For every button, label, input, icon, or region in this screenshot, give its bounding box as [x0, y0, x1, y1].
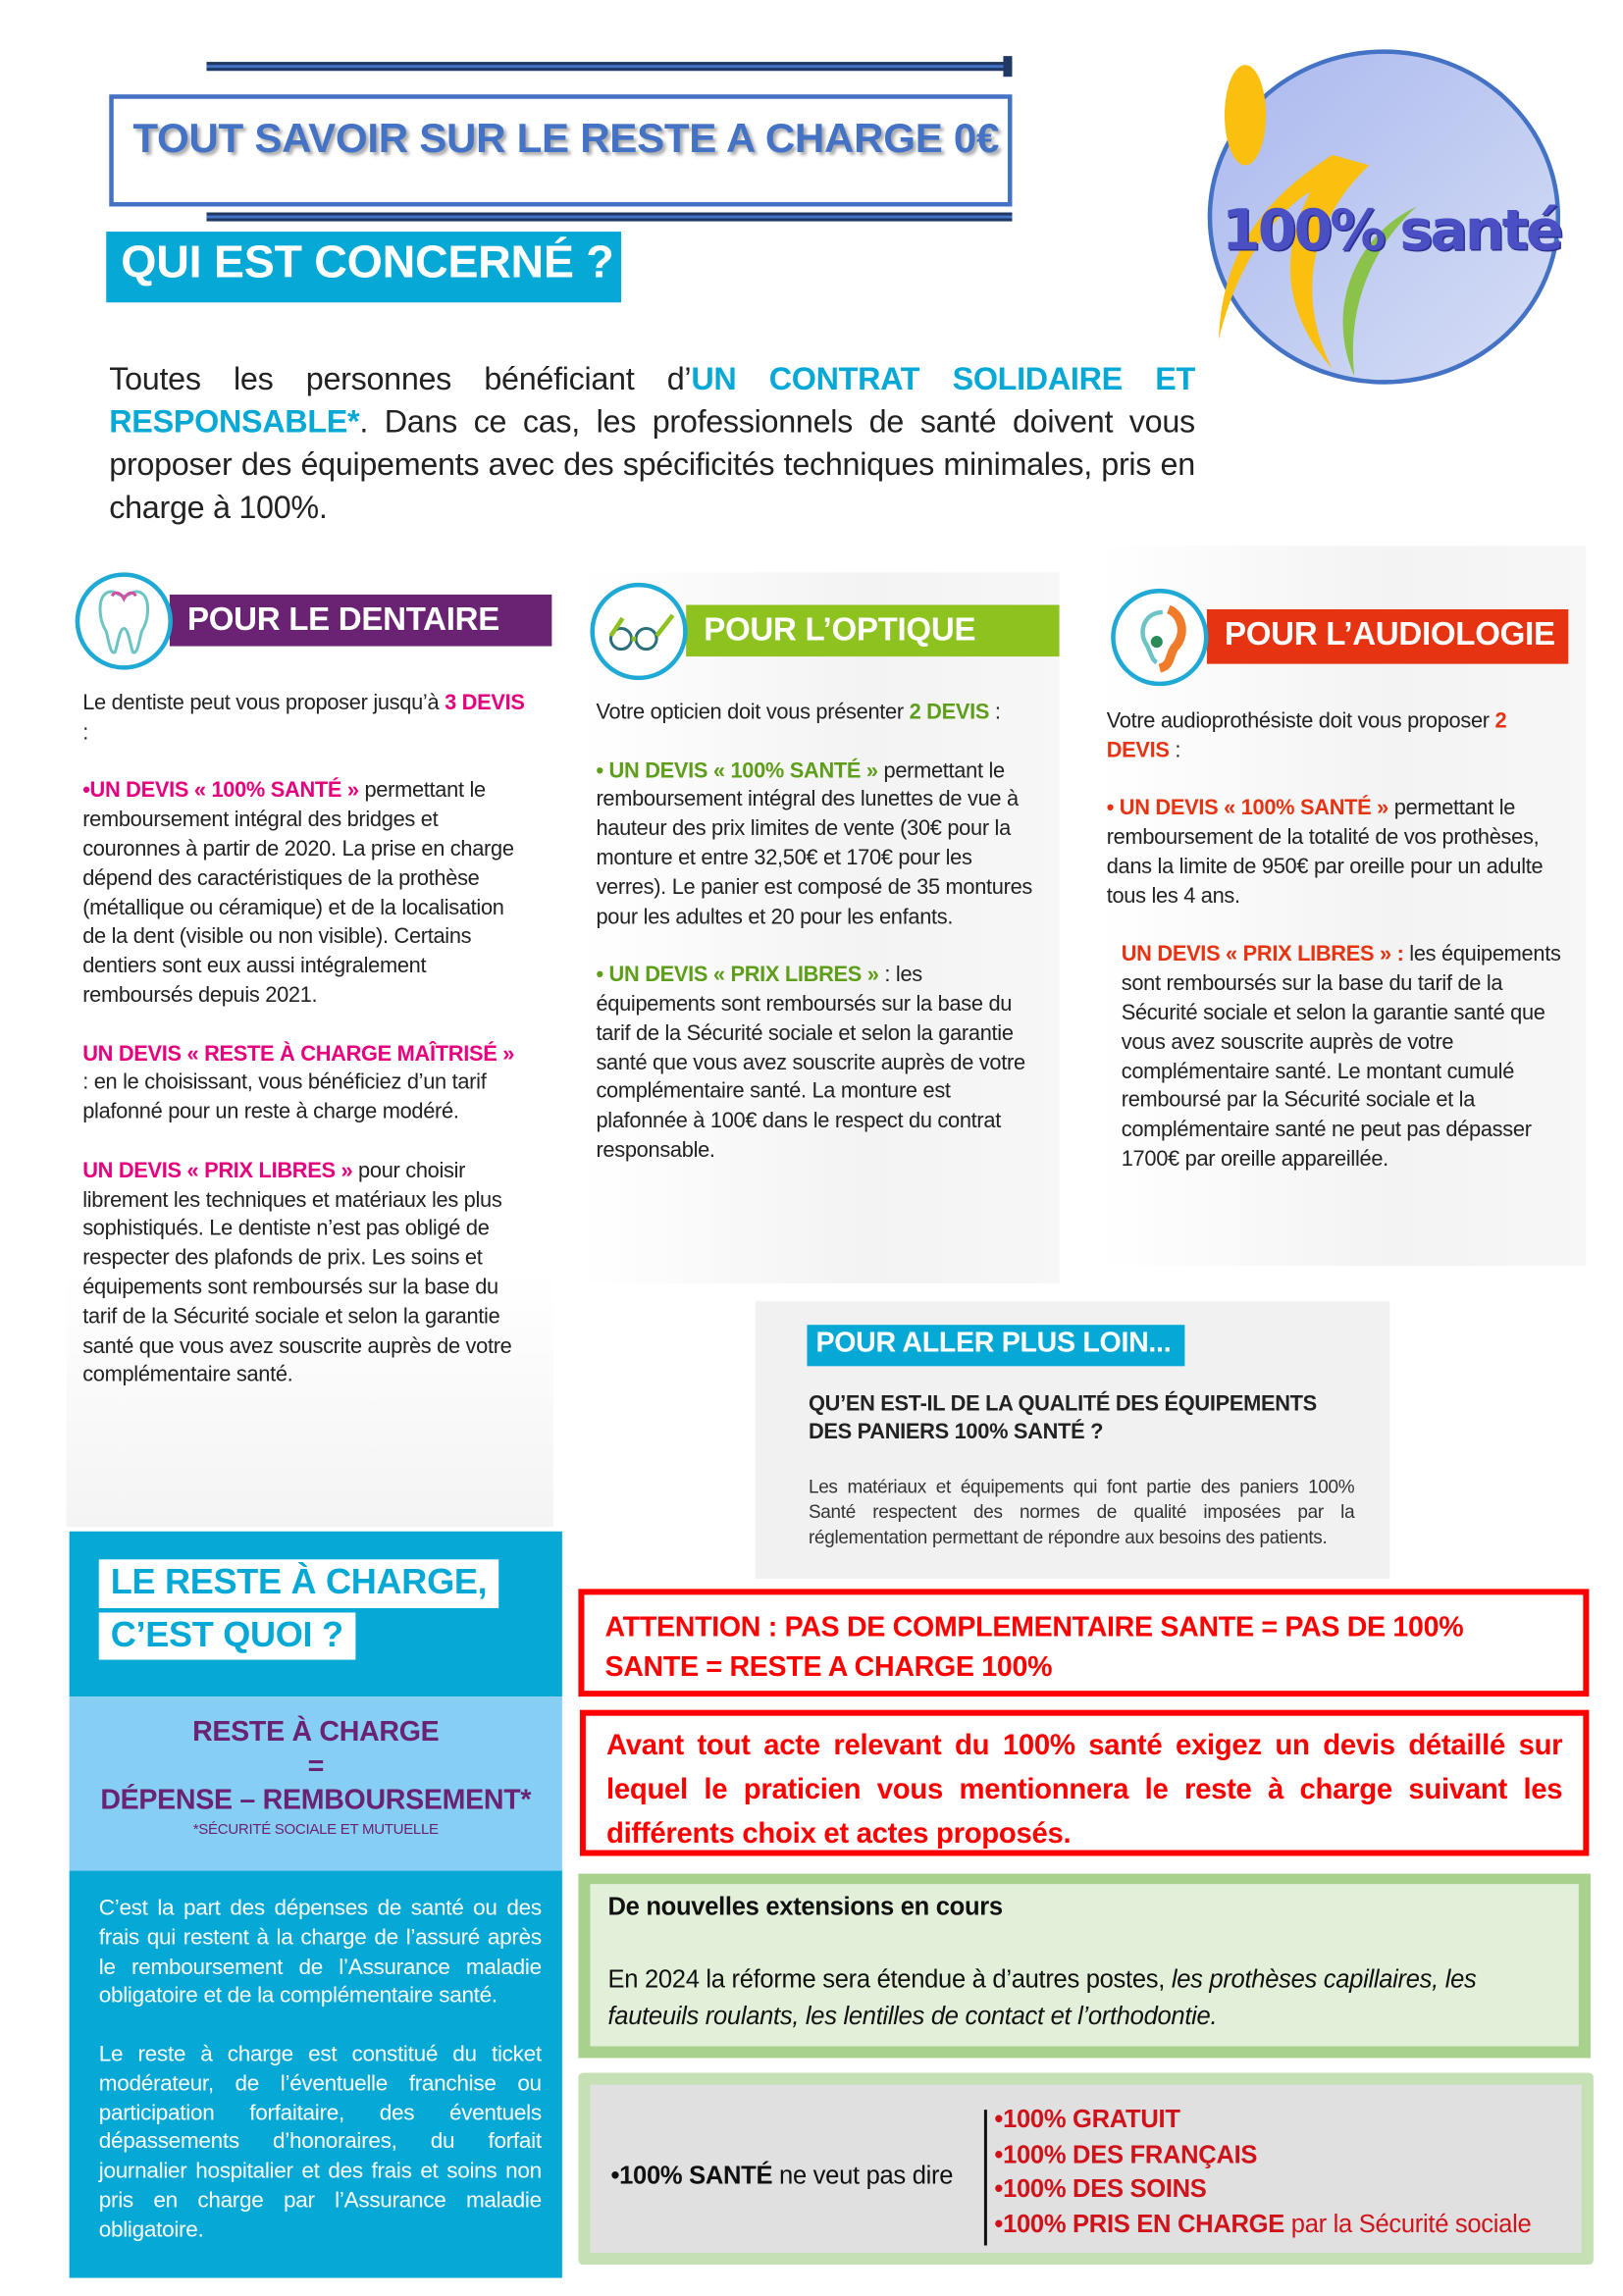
- formula-line2: DÉPENSE – REMBOURSEMENT*: [100, 1785, 532, 1816]
- title-decoration-corner: [1003, 56, 1012, 77]
- formula-line1: RESTE À CHARGE: [192, 1717, 440, 1748]
- reste-charge-title-line1: LE RESTE À CHARGE,: [99, 1559, 499, 1608]
- item-label: UN DEVIS « PRIX LIBRES »: [82, 1159, 353, 1183]
- devis-warning-box: Avant tout acte relevant du 100% santé exigez un devis détaillé sur lequel le praticien vous mentionnera le reste à charge suivant les différents choix et actes proposés.: [580, 1710, 1589, 1856]
- item-text: permettant le remboursement de la totalité de vos prothèses, dans la limite de 950€ par oreille pour un adulte tous les 4 ans.: [1106, 797, 1544, 909]
- item-text: permettant le remboursement intégral des bridges et couronnes à partir de 2020. La prise en charge dépend des caractéristiques de la prothèse (métallique ou céramique) et de la localisation de la dent (visible ou non visible). Certains dentiers sont eux aussi intégralement remboursés depuis 2021.: [82, 779, 514, 1008]
- logo-100-sante: [1192, 44, 1567, 390]
- ear-icon: [1111, 589, 1208, 686]
- item-text: pour choisir librement les techniques et matériaux les plus sophistiqués. Le dentiste n’est pas obligé de respecter des plafonds de prix. Les soins et équipements sont remboursés sur la base du tarif de la Sécurité sociale et selon la garantie santé que vous avez souscrite auprès de votre complémentaire santé.: [82, 1159, 512, 1387]
- item-text: les équipements sont remboursés sur la base du tarif de la Sécurité sociale et selon la garantie santé que vous avez souscrite auprès de votre complémentaire santé. Le montant cumulé remboursé par la Sécurité sociale et la complémentaire santé ne peut pas dépasser 1700€ par oreille appareillée.: [1121, 943, 1561, 1172]
- colon: :: [1169, 738, 1181, 763]
- intro-text: Toutes les personnes bénéficiant d’: [109, 361, 692, 397]
- ne-veut-pas-dire-lead: [610, 2162, 953, 2191]
- item-label: •UN DEVIS « 100% SANTÉ »: [82, 779, 359, 804]
- formula-note: *SÉCURITÉ SOCIALE ET MUTUELLE: [192, 1821, 439, 1839]
- extensions-box: [578, 1874, 1590, 2059]
- item-label: UN DEVIS « RESTE À CHARGE MAÎTRISÉ »: [82, 1042, 515, 1067]
- reste-charge-title-panel: [70, 1532, 562, 1696]
- extensions-title: De nouvelles extensions en cours: [607, 1893, 1003, 1921]
- optique-intro: Votre opticien doit vous présenter: [596, 701, 910, 725]
- attention-box: ATTENTION : PAS DE COMPLEMENTAIRE SANTE = PAS DE 100% SANTE = RESTE A CHARGE 100%: [578, 1589, 1589, 1696]
- colon: :: [989, 701, 1001, 725]
- item-text: : en le choisissant, vous bénéficiez d’un tarif plafonné pour un reste à charge modéré.: [82, 1071, 487, 1124]
- intro-paragraph: [109, 358, 1195, 529]
- title-decoration-bottom: [207, 213, 1013, 222]
- divider: [984, 2110, 986, 2245]
- quality-answer: Les matériaux et équipements qui font partie des paniers 100% Santé respectent des normes de qualité imposées par la réglementation permettant de répondre aux besoins des patients.: [808, 1477, 1355, 1548]
- item-text: permettant le remboursement intégral des lunettes de vue à hauteur des prix limites de vente (30€ pour la monture et entre 32,50€ et 170€ pour les verres). Le panier est composé de 35 montures pour les adultes et 20 pour les enfants.: [596, 758, 1033, 929]
- optique-header: POUR L’OPTIQUE: [686, 604, 1059, 656]
- optique-item: [596, 963, 1046, 1167]
- list-item: [994, 2207, 1531, 2241]
- item-label: • UN DEVIS « 100% SANTÉ »: [596, 758, 878, 783]
- extensions-italic: les prothèses capillaires, les fauteuils roulants, les lentilles de contact et l’orthodontie.: [607, 1964, 1477, 2030]
- item-label: • UN DEVIS « PRIX LIBRES »: [596, 964, 879, 988]
- page-title: TOUT SAVOIR SUR LE RESTE A CHARGE 0€: [132, 115, 1000, 161]
- list-item-suffix: par la Sécurité sociale: [1284, 2209, 1532, 2238]
- item-label: UN DEVIS « PRIX LIBRES » :: [1121, 943, 1404, 967]
- aller-plus-loin-panel: [756, 1301, 1390, 1579]
- colon: :: [82, 720, 88, 746]
- dentaire-content: [82, 691, 525, 1421]
- ne-veut-pas-dire-list: [994, 2103, 1531, 2241]
- list-item-label: •100% PRIS EN CHARGE: [994, 2209, 1285, 2238]
- audiologie-content: [1107, 708, 1564, 1205]
- dentaire-intro: Le dentiste peut vous proposer jusqu’à: [82, 692, 445, 716]
- optique-item: [596, 757, 1046, 933]
- list-item: •100% GRATUIT: [994, 2105, 1180, 2134]
- dentaire-devis-count: 3 DEVIS: [445, 692, 525, 716]
- item-label: • UN DEVIS « 100% SANTÉ »: [1106, 797, 1388, 821]
- title-decoration-top: [207, 62, 1013, 71]
- list-item: •100% DES SOINS: [994, 2174, 1207, 2203]
- reste-charge-definition: [70, 1871, 562, 2278]
- audiologie-devis-count: 2 DEVIS: [1106, 709, 1507, 763]
- optique-devis-count: 2 DEVIS: [909, 701, 990, 725]
- aller-plus-loin-label: POUR ALLER PLUS LOIN...: [807, 1325, 1184, 1366]
- quality-question: QU’EN EST-IL DE LA QUALITÉ DES ÉQUIPEMENTS DES PANIERS 100% SANTÉ ?: [808, 1392, 1317, 1445]
- glasses-icon: [590, 583, 687, 680]
- tooth-icon: [76, 572, 173, 669]
- logo-text: 100% santé: [1221, 197, 1561, 263]
- audiologie-item: [1107, 942, 1564, 1175]
- lead-bold: •100% SANTÉ: [610, 2161, 773, 2190]
- definition-para2: Le reste à charge est constitué du ticket modérateur, de l’éventuelle franchise ou participation forfaitaire, des éventuels dépassements d’honoraires, du forfait journalier hospitalier et des frais et soins non pris en charge par l’Assurance maladie obligatoire.: [98, 2041, 542, 2243]
- item-text: : les équipements sont remboursés sur la base du tarif de la Sécurité sociale et selon la garantie santé que vous avez souscrite auprès de votre complémentaire santé. La monture est plafonnée à 100€ dans le respect du contrat responsable.: [596, 964, 1025, 1163]
- audiologie-header: POUR L’AUDIOLOGIE: [1207, 609, 1568, 664]
- dentaire-item: [82, 1041, 525, 1128]
- ne-veut-pas-dire-box: [578, 2073, 1593, 2265]
- list-item: •100% DES FRANÇAIS: [994, 2139, 1258, 2168]
- dentaire-header: POUR LE DENTAIRE: [170, 595, 551, 647]
- reste-charge-title-line2: C’EST QUOI ?: [99, 1612, 355, 1659]
- definition-para1: C’est la part des dépenses de santé ou des frais qui restent à la charge de l’assuré après le remboursement de l’Assurance maladie obligatoire et de la complémentaire santé.: [98, 1896, 542, 2009]
- reste-charge-formula: [70, 1696, 562, 1870]
- extensions-text: En 2024 la réforme sera étendue à d’autres postes,: [607, 1964, 1172, 1994]
- dentaire-item: [82, 1158, 525, 1391]
- lead-text: ne veut pas dire: [772, 2161, 954, 2190]
- audiologie-intro: Votre audioprothésiste doit vous proposer: [1106, 709, 1495, 734]
- dentaire-item: [82, 778, 525, 1012]
- intro-text-end: . Dans ce cas, les professionnels de santé doivent vous proposer des équipements avec des spécificités techniques minimales, pris en charge à 100%.: [109, 403, 1195, 526]
- formula-equals: =: [307, 1750, 324, 1783]
- optique-content: [596, 700, 1046, 1196]
- section-title: QUI EST CONCERNÉ ?: [106, 232, 621, 302]
- audiologie-item: [1107, 796, 1564, 913]
- intro-highlight: UN CONTRAT SOLIDAIRE ET RESPONSABLE*: [109, 361, 1195, 441]
